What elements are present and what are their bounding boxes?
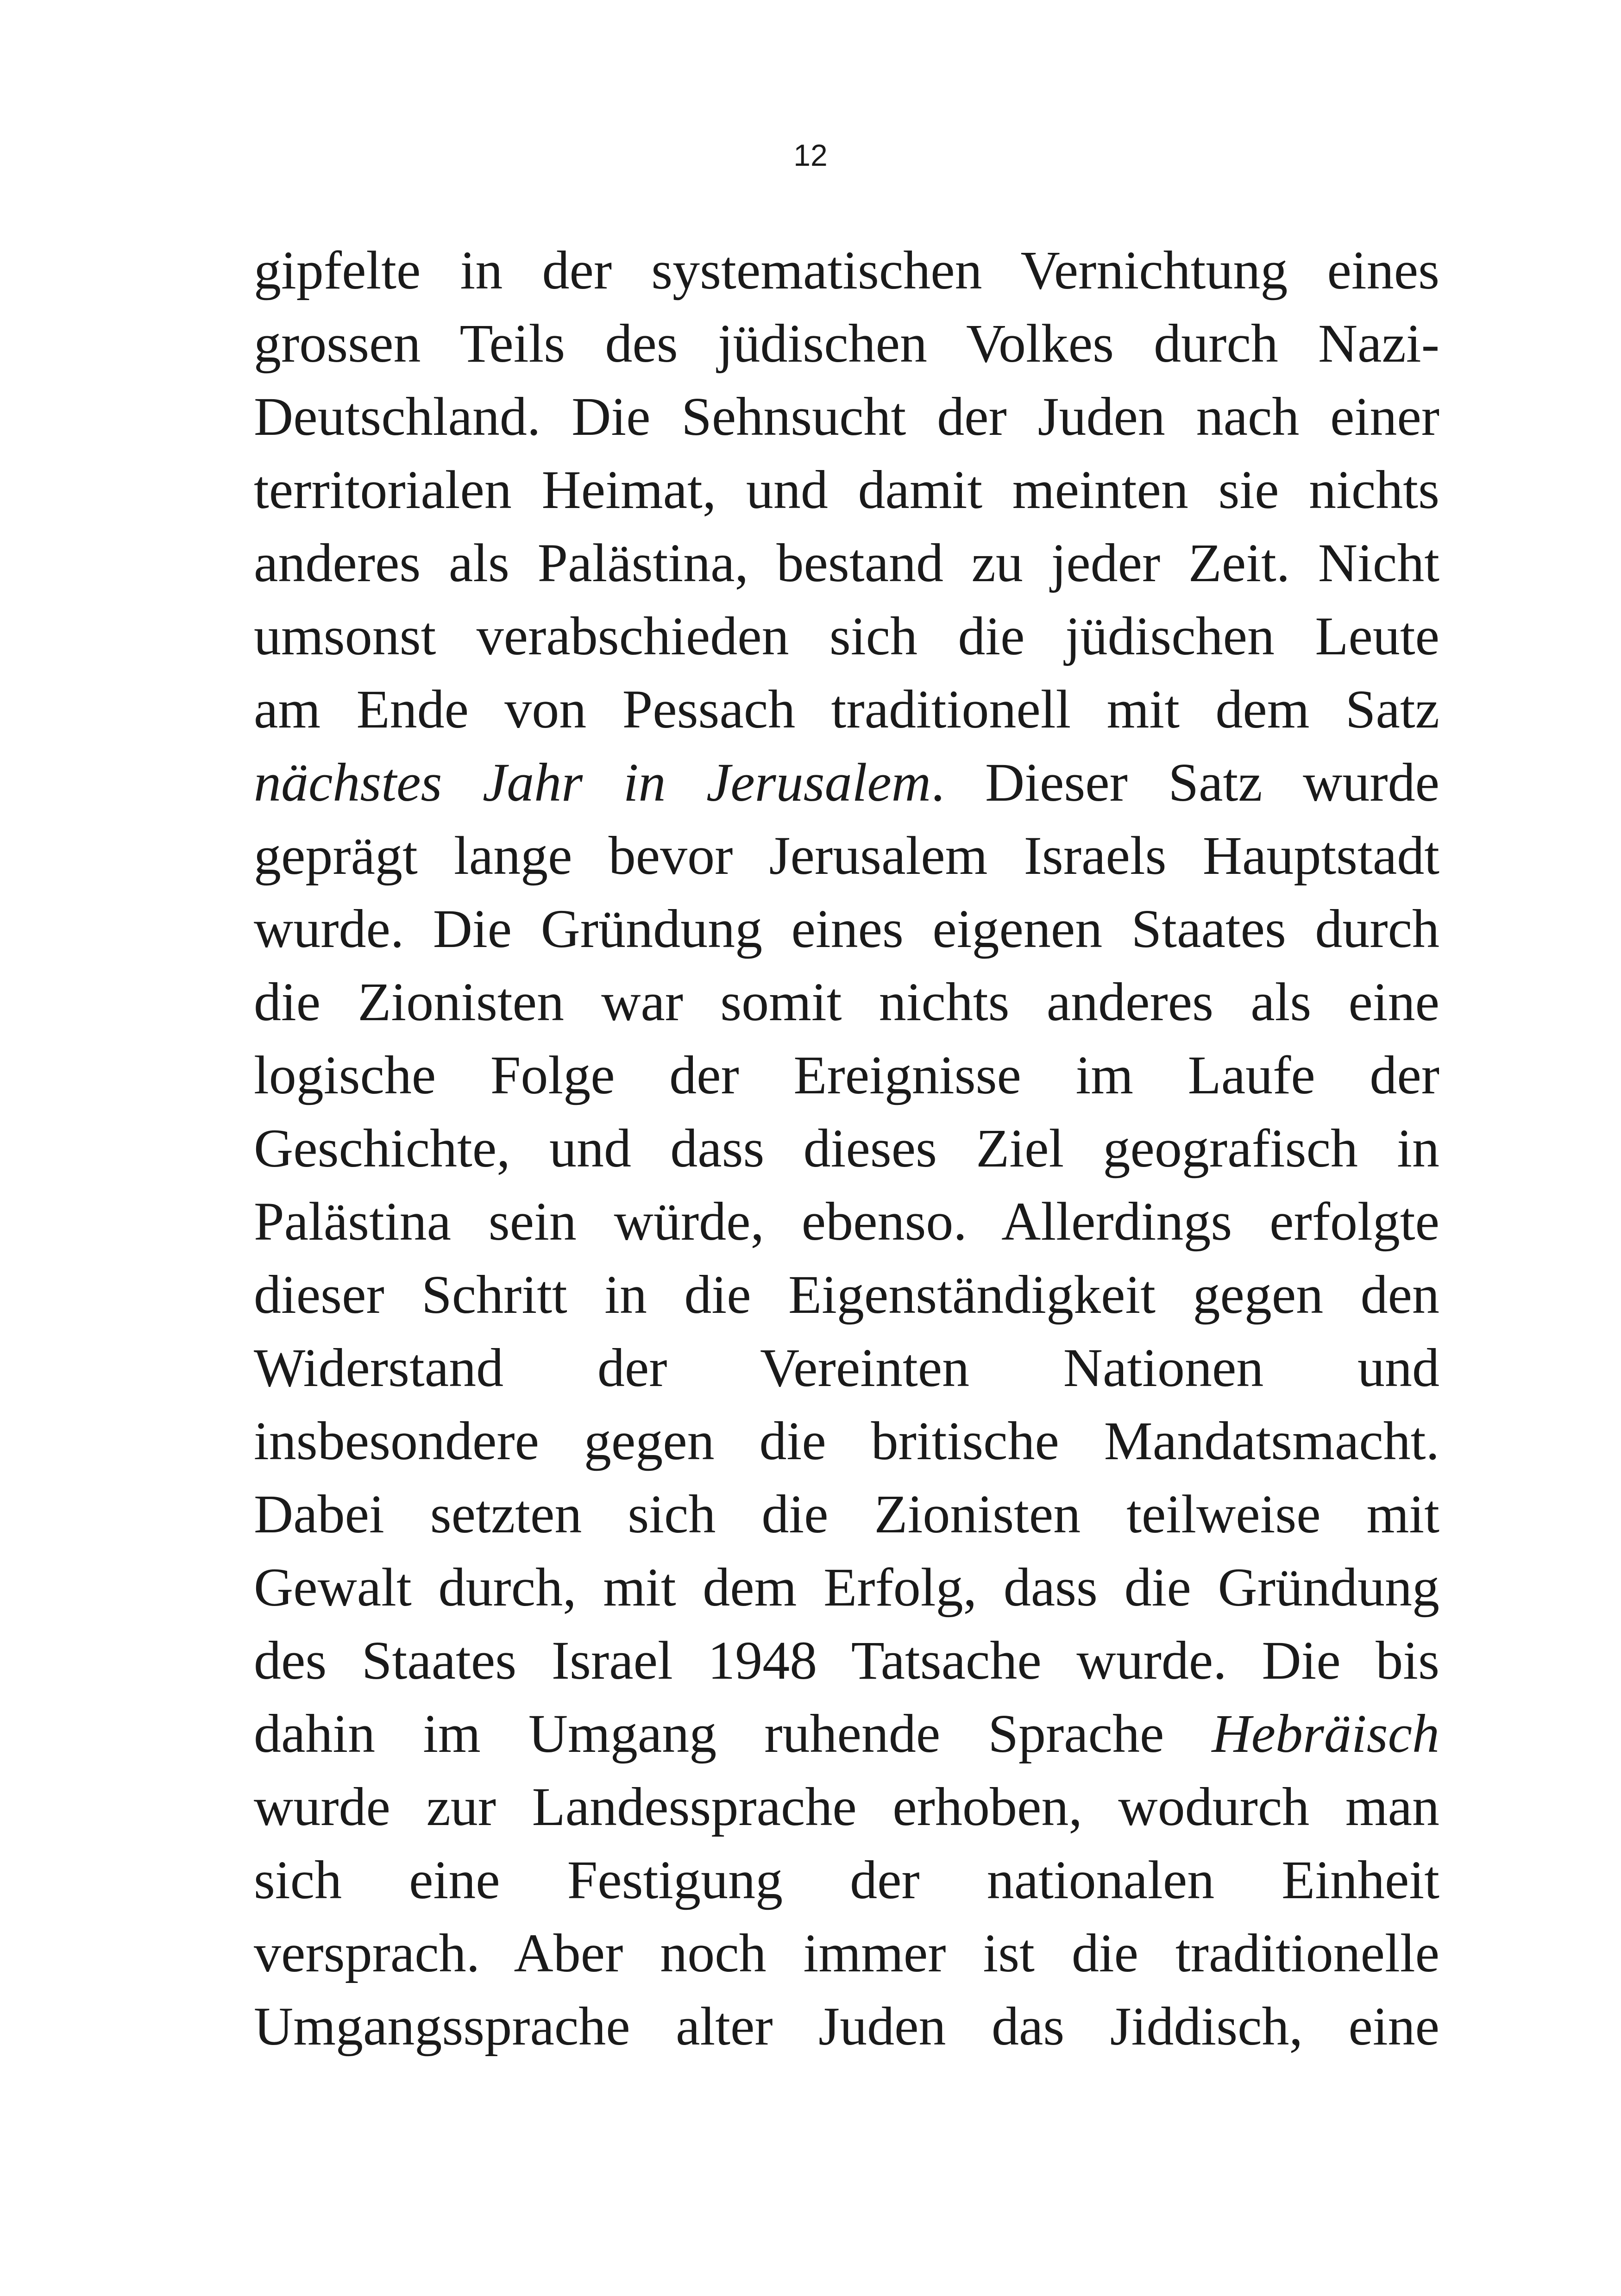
text-line xyxy=(254,1770,1439,1844)
text-line xyxy=(254,527,1439,600)
text-segment: Gewalt durch, mit dem Erfolg, dass die Gründung xyxy=(254,1557,1439,1618)
text-segment: . Dieser Satz wurde xyxy=(930,752,1439,813)
text-segment: Dabei setzten sich die Zionisten teilweise mit xyxy=(254,1484,1439,1544)
text-segment: wurde zur Landessprache erhoben, wodurch man xyxy=(254,1776,1439,1837)
text-segment: insbesondere gegen die britische Mandatsmacht. xyxy=(254,1411,1439,1471)
text-line xyxy=(254,600,1439,673)
text-segment: territorialen Heimat, und damit meinten sie nichts xyxy=(254,459,1439,520)
text-segment: dahin im Umgang ruhende Sprache xyxy=(254,1703,1212,1764)
text-segment: anderes als Palästina, bestand zu jeder Zeit. Nicht xyxy=(254,533,1439,593)
text-line xyxy=(254,1258,1439,1331)
text-line xyxy=(254,1551,1439,1624)
text-segment: logische Folge der Ereignisse im Laufe der xyxy=(254,1045,1439,1105)
text-line xyxy=(254,1405,1439,1478)
text-segment: geprägt lange bevor Jerusalem Israels Hauptstadt xyxy=(254,825,1439,886)
text-line xyxy=(254,1990,1439,2063)
text-line xyxy=(254,1331,1439,1405)
text-line xyxy=(254,234,1439,307)
text-line xyxy=(254,1185,1439,1258)
text-segment: umsonst verabschieden sich die jüdischen Leute xyxy=(254,606,1439,666)
text-segment: wurde. Die Gründung eines eigenen Staates durch xyxy=(254,898,1439,959)
text-line xyxy=(254,1844,1439,1917)
text-line xyxy=(254,1917,1439,1990)
text-segment: Umgangssprache alter Juden das Jiddisch, eine xyxy=(254,1996,1439,2057)
text-segment: des Staates Israel 1948 Tatsache wurde. Die bis xyxy=(254,1630,1439,1691)
text-line xyxy=(254,892,1439,966)
text-segment: dieser Schritt in die Eigenständigkeit gegen den xyxy=(254,1264,1439,1325)
text-line xyxy=(254,307,1439,380)
text-segment: Widerstand der Vereinten Nationen und xyxy=(254,1337,1439,1398)
text-segment: Geschichte, und dass dieses Ziel geografisch in xyxy=(254,1118,1439,1179)
text-line xyxy=(254,453,1439,527)
text-segment: die Zionisten war somit nichts anderes als eine xyxy=(254,972,1439,1032)
text-line xyxy=(254,819,1439,892)
text-segment: Palästina sein würde, ebenso. Allerdings erfolgte xyxy=(254,1191,1439,1252)
body-text xyxy=(254,234,1439,2063)
text-line xyxy=(254,1624,1439,1697)
text-line xyxy=(254,746,1439,819)
text-line xyxy=(254,966,1439,1039)
text-line xyxy=(254,380,1439,453)
text-line xyxy=(254,1697,1439,1770)
text-segment: Deutschland. Die Sehnsucht der Juden nach einer xyxy=(254,386,1439,447)
text-segment: gipfelte in der systematischen Vernichtung eines xyxy=(254,240,1439,301)
text-line xyxy=(254,673,1439,746)
text-segment: grossen Teils des jüdischen Volkes durch Nazi- xyxy=(254,313,1439,374)
text-line xyxy=(254,1039,1439,1112)
page-number: 12 xyxy=(793,138,828,172)
text-segment: versprach. Aber noch immer ist die traditionelle xyxy=(254,1923,1439,1983)
text-segment: am Ende von Pessach traditionell mit dem Satz xyxy=(254,679,1439,740)
text-segment: sich eine Festigung der nationalen Einheit xyxy=(254,1850,1439,1910)
text-line xyxy=(254,1478,1439,1551)
italic-phrase: Hebräisch xyxy=(1212,1703,1439,1764)
text-line xyxy=(254,1112,1439,1185)
italic-phrase: nächstes Jahr in Jerusalem xyxy=(254,752,931,813)
